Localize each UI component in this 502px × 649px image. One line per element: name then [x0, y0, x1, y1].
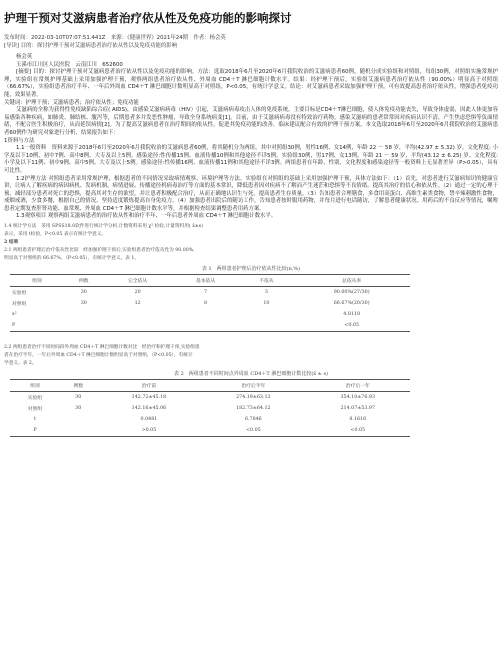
section-1-4-cont: 表示，采用 t检验，P<0.05 表示有统计学意义。: [4, 232, 107, 238]
table-cell: 30: [80, 290, 87, 296]
table-header-cell: 完全依从: [128, 279, 148, 285]
section-1-1: 1.1一般资料 资料来源于2018年6月至2020年6月我院收治的艾滋病患者60例，将其随机分为两组，其中对照组30例，男性16例、女14例，年龄 22 － 58 岁，平均(42.97 ± 5.32) 岁。文化程度: 小学及以下10例、初中7例、高中8例、大专及以上5例。感染途径:性传播15例、血液传播10例和其他途径不详5例。实验组30例，男17例、女13例，年龄 21 － 59 岁，平均(43.12 ± 6.25) 岁。文化程度: 小学及以下11例、初中9例、高中5例、大专及以上5例。感染途径:性传播16例、血液传播11例和其他途径不详3例。两组患者在年龄、性别、文化程度和感染途径等一般资料上无显著差异（P>0.05），具有可比性。: [4, 145, 498, 174]
table-cell: [60, 425, 97, 437]
table-row: [10, 414, 410, 425]
section-2-1: 2.1 两组患者护理后治疗依从性比较 经加强护理干预后,实验组患者治疗依从性为 90.00%,: [4, 248, 195, 254]
table-header-cell: 例数: [73, 384, 84, 390]
spacer: [4, 332, 498, 344]
table-cell: 对照组: [27, 407, 43, 413]
table-cell: 7: [203, 290, 208, 296]
table-cell: 274.19±63.13: [236, 395, 271, 401]
table-row: [10, 320, 410, 332]
table-cell: 实验组: [27, 396, 43, 402]
table-header-cell: 治疗后一年: [345, 384, 370, 390]
table-header-cell: 组别: [32, 279, 42, 285]
table-cell: [104, 320, 172, 332]
section-2-2: 2.2 两组患者治疗不同时间段外周血 CD4＋T 淋巴细胞计数对比 经治疗和护理干预,实验组患: [4, 345, 200, 351]
table-cell: <0.05: [344, 323, 359, 329]
table-cell: <0.05: [246, 428, 261, 434]
abstract: [摘要] 目的：探讨护理干预对艾滋病患者治疗依从性以及免疫功能的影响。方法：选取2018年6月至2020年6月我院收治的艾滋病患者60例，随机分成实验组和对照组，每组30例，对照组实施常规护理，实验组在常规护理基础上采用加强护理干预，观察两组患者治疗依从性、外周血 CD4＋T 淋巴细胞计数水平。结果：经护理干预后，实验组艾滋病患者治疗依从性（90.00%）明显高于对照组（66.67%），实验组患者治疗半年、一年后外周血 CD4＋T 淋巴细胞计数明显高于对照组，P<0.05，有统计学意义。结论：对艾滋病患者采取加强护理干预，可有效提高患者治疗依从性，增强患者免疫功能，效果显著。: [4, 69, 498, 98]
table-cell: >0.05: [141, 428, 157, 434]
table-cell: 142.16±45.06: [131, 406, 167, 412]
table-cell: P: [33, 428, 37, 434]
scanned-section: [4, 223, 498, 437]
table-cell: 20: [134, 290, 141, 296]
table-cell: 4.8118: [343, 312, 361, 318]
table-cell: 3: [264, 290, 268, 296]
table-cell: 0.0481: [140, 417, 158, 423]
table-row: [10, 309, 410, 320]
table-2-caption: 表 2 两组患者不同时间点外周血 CD4＋T 淋巴细胞计数比较(x̄ ± s): [174, 371, 328, 378]
table-header-cell: 治疗前: [141, 384, 157, 390]
table-row: [10, 403, 410, 414]
author-name: 杨会英: [16, 54, 33, 60]
table-cell: 182.73±64.12: [236, 406, 271, 412]
table-cell: [104, 309, 172, 320]
table-cell: [172, 309, 240, 320]
keywords: 关键词：护理干预；艾滋病患者；治疗依从性；免疫功能: [4, 99, 139, 106]
table-cell: 实验组: [12, 291, 27, 297]
table-cell: 10: [263, 301, 270, 307]
table-row: [10, 298, 410, 309]
table-cell: x²: [12, 312, 17, 318]
table-cell: 354.10±76.93: [340, 395, 376, 401]
table-cell: [239, 320, 293, 332]
section-heading-1: 1资料与方法: [4, 137, 35, 144]
table-cell: 214.07±53.97: [340, 406, 376, 412]
table-cell: 142.72±45.18: [131, 395, 167, 401]
table-header-cell: 治疗后半年: [241, 384, 266, 390]
section-2-2-cont: 者在治疗半年，一年后外周血 CD4＋T 淋巴细胞计数明显高于对照组，（P<0.05），有统计: [4, 353, 193, 359]
table-header-row: [10, 275, 410, 287]
section-1-4: 1.4 统计学方法 采用 SPSS18.0软件进行统计学分析,计数资料采用 χ² 检验,计量资料用( x̄±s): [4, 224, 204, 230]
introduction: 艾滋病的全称为获得性免疫缺陷综合症( AIDS)，由感染艾滋病病毒（HIV）引起，艾滋病病毒攻击人体的免疫系统，主要目标是CD4＋T淋巴细胞，使人体免疫功能丧失，导致身体虚弱，因此人体更加容易感染各种疾病，如肺炎、肺结核、腹泻等，后期患者多并发恶性肿瘤，导致全身系统病变[1]。目前，由于艾滋病病毒没有特效治疗药物，感染艾滋病的患者常常因对疾病认识不清，产生焦虑恐惧等负面情绪，不配合医生积极治疗，从而延误病情[2]。为了提高艾滋病患者在治疗期间的依从性，促进其免疫功能的改善，临床建议配合有效的护理干预方案，本文选取2018年6月至2020年6月我院收治的艾滋病患者60例作为研究对象进行分析，结果报告如下：: [4, 107, 498, 136]
table-header-cell: 基本依从: [195, 279, 216, 285]
author-affiliation: 玉溪市江川区人民医院 云南江川 652600: [16, 61, 123, 68]
table-cell: P: [12, 323, 16, 329]
table-header-cell: 总依从率: [342, 279, 362, 285]
table-cell: 8.1616: [349, 417, 367, 423]
section-1-3: 1.3观察项目 观察两组艾滋病患者的治疗依从性和治疗半年、一年后患者外周血 CD4＋T 淋巴细胞计数水平。: [16, 213, 277, 220]
article-title: 护理干预对艾滋病患者治疗依从性及免疫功能的影响探讨: [4, 11, 292, 25]
table-cell: 66.67%(20/30): [333, 301, 370, 307]
table-1-caption: 表 1 两组患者护理后治疗依从性比较(n,%): [201, 266, 301, 273]
table-row: [10, 392, 410, 404]
section-2-1-cont: 明显高于对照组的 66.67%，（P<0.05），有统计学意义。表 1。: [4, 256, 140, 262]
publish-meta: 发布时间：2022-03-10T07:07:51.441Z 来源：《健康世界》2021年24期 作者：杨会英: [4, 35, 226, 41]
table-1: [10, 274, 410, 332]
table-cell: 30: [75, 395, 82, 401]
section-2-2-cont2: 学意义。表 2。: [4, 361, 37, 367]
table-row: [10, 425, 410, 437]
table-cell: [172, 320, 240, 332]
table-cell: 30: [80, 301, 87, 307]
section-1-2: 1.2护理方法 对照组患者采用常规护理，根据患者的不同情况采取病情观察、环境护理等方法。实验组在对照组的基础上采用加强护理干预，具体方法如下：（1）首先，对患者进行艾滋病知识的健康宣讲，让病人了解疾病的病因病机、发病机制、病情进展、传播途径机病毒治疗等方面的基本常识，降低患者因对疾病不了解而产生迷茫和恐惧等不良情绪，提高其治疗的信心和依从性。（2）通过一定的心理干预，减轻部分患者对死亡的恐惧，提高其对生存的欲望，并让患者积极配合治疗，从而正确地认识生与死，提高患者生存质量。（3）告知患者合理膳食，多食用高蛋白、高维生素类食物，禁辛辣刺激性食物，戒烟戒酒，少食多餐，根据自己的情况，坚持适度锻炼提高自身免疫力。（4）加强患者出院后的随访工作，告知患者按时服用药物，并每月进行电话随访，了解患者健康状况、用药后的不良反应等情况，嘱咐患者定期复查肝肾功能、血常规、外周血 CD4＋T 淋巴细胞计数水平等，并根据检查结果调整患者用药方案。: [4, 175, 498, 212]
table-header-cell: 不依从: [259, 279, 274, 285]
table-cell: 8: [203, 301, 208, 307]
table-header-row: [10, 380, 410, 392]
table-cell: <0.05: [350, 428, 366, 434]
results-heading: 2 结果: [4, 240, 19, 246]
table-cell: 6.7846: [244, 417, 262, 423]
table-cell: 对照组: [12, 302, 27, 308]
table-cell: [239, 309, 293, 320]
table-cell: 12: [134, 301, 141, 307]
article-lead: [导读] 目的：探讨护理干预对艾滋病患者治疗依从性以及免疫功能的影响: [4, 43, 178, 49]
table-cell: 30: [75, 406, 82, 412]
table-cell: 90.00%(27/30): [333, 290, 370, 296]
table-2: [10, 379, 410, 437]
table-cell: [60, 414, 97, 425]
table-header-cell: 例数: [78, 279, 89, 285]
table-cell: t: [33, 417, 36, 423]
table-cell: [64, 320, 104, 332]
table-row: [10, 287, 410, 299]
table-header-cell: 组别: [30, 384, 40, 390]
table-cell: [64, 309, 104, 320]
